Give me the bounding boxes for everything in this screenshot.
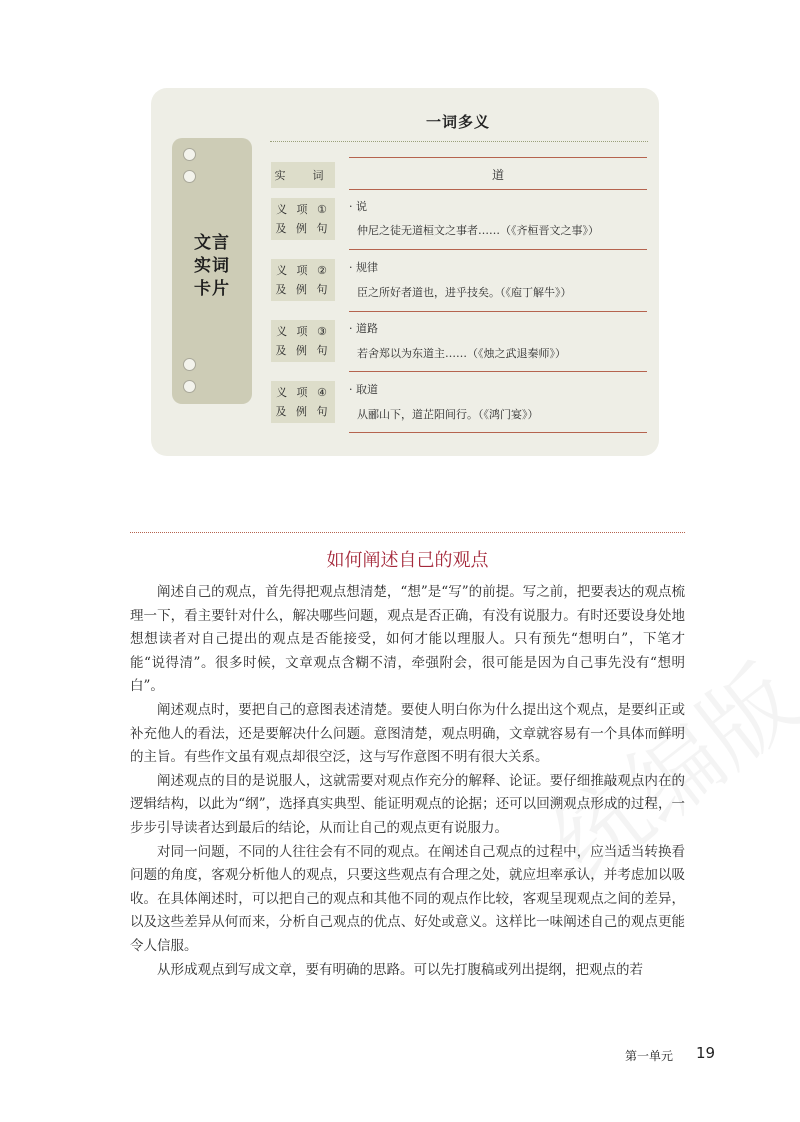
page-number: 19: [696, 1044, 716, 1062]
sense-meaning: · 规律: [349, 261, 378, 274]
table-rule: [349, 311, 647, 312]
paragraph: 阐述观点的目的是说服人，这就需要对观点作充分的解释、论证。要仔细推敲观点内在的逻辑结构，以此为“纲”，选择真实典型、能证明观点的论据；还可以回溯观点形成的过程，一步步引导读者达到最后的结论，从而让自己的观点更有说服力。: [130, 772, 685, 836]
card-title: 一词多义: [425, 113, 490, 131]
table-rule: [349, 249, 647, 250]
section-divider: [130, 532, 685, 533]
binder-hole-icon: [183, 170, 196, 183]
article-body: [130, 581, 685, 982]
sense-example: 从郦山下，道芷阳间行。（《鸿门宴》）: [357, 408, 539, 421]
unit-label: 第一单元: [625, 1049, 674, 1063]
sense-label-line: 义 项 ②: [276, 264, 330, 277]
binder-hole-icon: [183, 358, 196, 371]
binder-hole-icon: [183, 380, 196, 393]
sense-label: [271, 381, 335, 423]
table-rule: [349, 189, 647, 190]
sense-label: [271, 259, 335, 301]
header-label: 实 词: [271, 162, 335, 188]
title-divider: [270, 141, 648, 142]
sense-label-line: 义 项 ①: [276, 203, 330, 216]
sense-label: [271, 198, 335, 240]
paragraph: 阐述自己的观点，首先得把观点想清楚，“想”是“写”的前提。写之前，把要表达的观点梳理一下，看主要针对什么，解决哪些问题，观点是否正确，有没有说服力。有时还要设身处地想想读者对自己提出的观点是否能接受，如何才能以理服人。只有预先“想明白”，下笔才能“说得清”。很多时候，文章观点含糊不清，牵强附会，很可能是因为自己事先没有“想明白”。: [130, 584, 685, 695]
sense-label-line: 及 例 句: [275, 344, 331, 357]
side-label: [172, 232, 252, 301]
sense-example: 臣之所好者道也，进乎技矣。（《庖丁解牛》）: [357, 286, 572, 299]
side-label-line: 卡片: [194, 279, 230, 299]
headword: 道: [491, 168, 504, 182]
paragraph: 阐述观点时，要把自己的意图表述清楚。要使人明白你为什么提出这个观点，是要纠正或补充他人的看法，还是要解决什么问题。意图清楚，观点明确，文章就容易有一个具体而鲜明的主旨。有些作文虽有观点却很空泛，这与写作意图不明有很大关系。: [130, 701, 685, 766]
side-label-line: 文言: [194, 233, 230, 253]
sense-label-line: 义 项 ③: [276, 325, 330, 338]
sense-label: [271, 320, 335, 362]
sense-meaning: · 取道: [349, 383, 378, 396]
sense-meaning: · 道路: [349, 322, 378, 335]
section-heading: 如何阐述自己的观点: [326, 550, 489, 571]
sense-meaning: · 说: [349, 200, 367, 213]
paragraph: 从形成观点到写成文章，要有明确的思路。可以先打腹稿或列出提纲，把观点的若: [157, 961, 643, 978]
side-label-line: 实词: [194, 256, 230, 276]
sense-example: 若舍郑以为东道主……（《烛之武退秦师》）: [357, 347, 566, 360]
sense-label-line: 及 例 句: [275, 222, 331, 235]
sense-label-line: 义 项 ④: [276, 386, 330, 399]
binder-hole-icon: [183, 148, 196, 161]
sense-label-line: 及 例 句: [275, 283, 331, 296]
sense-example: 仲尼之徒无道桓文之事者……（《齐桓晋文之事》）: [357, 224, 599, 237]
sense-label-line: 及 例 句: [275, 405, 331, 418]
paragraph: 对同一问题，不同的人往往会有不同的观点。在阐述自己观点的过程中，应当适当转换看问题的角度，客观分析他人的观点，只要这些观点有合理之处，就应坦率承认，并考虑加以吸收。在具体阐述时，可以把自己的观点和其他不同的观点作比较，客观呈现观点之间的差异，以及这些差异从何而来，分析自己观点的优点、好处或意义。这样比一味阐述自己的观点更能令人信服。: [130, 843, 685, 954]
table-rule: [349, 157, 647, 158]
table-rule: [349, 371, 647, 372]
table-rule: [349, 432, 647, 433]
